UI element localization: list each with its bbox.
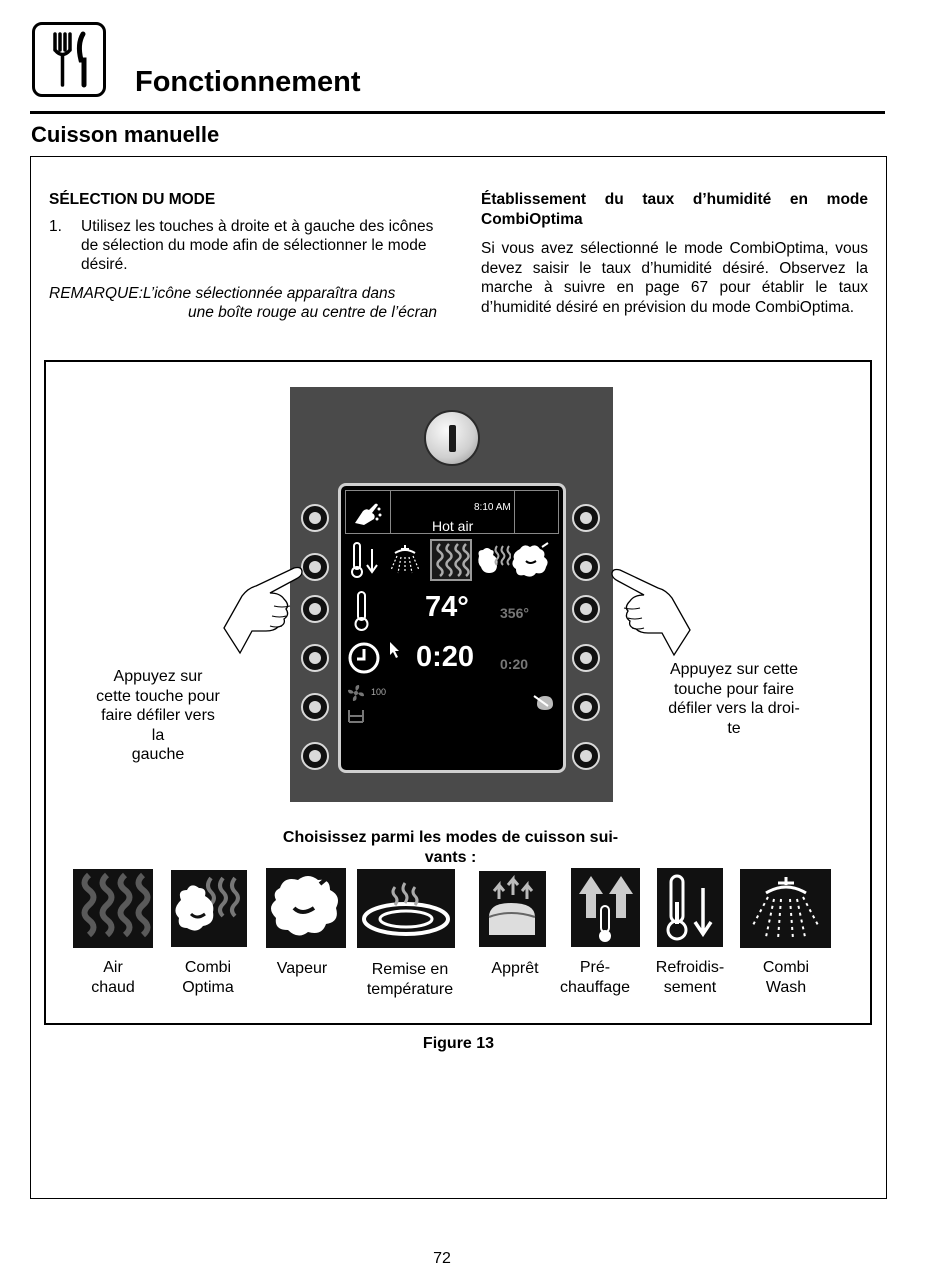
power-button[interactable] (424, 410, 480, 466)
control-panel (290, 387, 613, 802)
combi-wash-icon (740, 869, 831, 948)
actual-timer: 0:20 (416, 641, 475, 673)
mode-label-line: chaud (91, 979, 135, 996)
mode-label-line: Optima (182, 979, 234, 996)
selected-mode-box (430, 539, 472, 581)
hand-touch-icon (352, 497, 384, 527)
mode-label-line: Combi (762, 959, 810, 976)
thermometer-icon (353, 590, 371, 632)
hot-air-icon (73, 869, 153, 948)
callout-line: défiler vers la droi- (668, 700, 800, 717)
callout-line: la (151, 726, 165, 744)
right-pointing-hand-icon (592, 564, 692, 659)
modes-title (258, 828, 643, 867)
right-key-6[interactable] (572, 742, 600, 770)
note-line-1: L’icône sélectionnée apparaîtra dans (142, 285, 396, 302)
cursor-icon (389, 641, 401, 659)
humidity-heading: Établissement du taux d’humidité en mode CombiOptima (481, 191, 868, 228)
callout-line: cette touche pour (96, 687, 220, 705)
preheat-icon (571, 868, 640, 947)
combi-optima-icon (475, 542, 511, 578)
mode-label-line: Pré- (579, 959, 611, 976)
mode-label-preheat (551, 958, 639, 998)
actual-temperature: 74° (425, 591, 469, 623)
left-pointing-hand-icon (222, 562, 322, 657)
mode-label-line: Combi (184, 959, 232, 976)
note (49, 284, 437, 322)
callout-line: touche pour faire (673, 680, 795, 698)
figure-caption: Figure 13 (422, 1035, 495, 1052)
combi-optima-icon (171, 870, 247, 947)
mode-label-line: Refroidis- (655, 959, 725, 976)
right-key-5[interactable] (572, 693, 600, 721)
left-key-6[interactable] (301, 742, 329, 770)
header-rule (30, 111, 885, 114)
steam-icon (512, 541, 552, 579)
mode-label-line: chauffage (560, 979, 630, 996)
callout-line: te (727, 719, 741, 737)
modes-title-line: vants : (424, 848, 477, 866)
right-scroll-callout (658, 660, 810, 738)
callout-line: gauche (131, 746, 185, 763)
set-timer: 0:20 (500, 656, 529, 672)
mode-label-line: sement (663, 979, 717, 996)
screen-mode-name: Hot air (432, 518, 474, 534)
step-number: 1. (49, 218, 62, 235)
section-title: Cuisson manuelle (31, 122, 220, 147)
page-title: Fonctionnement (135, 66, 361, 98)
mode-label-combi-optima (163, 958, 253, 998)
proofing-icon (479, 871, 546, 947)
fan-icon (347, 684, 365, 702)
mode-label-steam (262, 959, 342, 979)
tray-icon (347, 708, 365, 724)
note-line-2: une boîte rouge au centre de l’écran (187, 304, 437, 321)
callout-line: Appuyez sur cette (669, 661, 799, 678)
page-number: 72 (433, 1250, 451, 1267)
humidity-body: Si vous avez sélectionné le mode CombiOptima, vous devez saisir le taux d’humidité désiré. Observez la marche à suivre en page 67 pour établir le taux d’humidité désiré en prévision du mode CombiOptima. (481, 240, 868, 316)
cool-down-icon (657, 868, 723, 947)
display-screen (338, 483, 566, 773)
callout-line: faire défiler vers (101, 707, 215, 724)
set-temperature: 356° (500, 605, 529, 621)
mode-selection-column (49, 190, 437, 322)
rethermalize-icon (357, 869, 455, 948)
humidity-value: 100 (371, 687, 387, 697)
mode-label-combi-wash (743, 958, 829, 998)
mode-label-proofing (478, 959, 552, 979)
callout-line: Appuyez sur (113, 668, 203, 685)
mode-label-line: température (366, 981, 454, 998)
modes-title-line: Choisissez parmi les modes de cuisson sui- (282, 829, 619, 846)
mode-label-cool-down (643, 958, 737, 998)
mode-label-line: Air (103, 959, 123, 976)
left-scroll-callout (85, 667, 231, 765)
mode-label-hot-air (73, 958, 153, 998)
right-key-1[interactable] (572, 504, 600, 532)
mode-selection-heading: SÉLECTION DU MODE (49, 191, 216, 208)
step-item (49, 217, 437, 274)
clock-icon (347, 641, 383, 677)
note-label: REMARQUE: (49, 285, 143, 302)
left-key-5[interactable] (301, 693, 329, 721)
mode-label-line: Vapeur (276, 960, 328, 977)
step-text: Utilisez les touches à droite et à gauche des icônes de sélection du mode afin de sélectionner le mode désiré. (81, 218, 434, 273)
mode-label-rethermalize (355, 960, 465, 1000)
screen-time: 8:10 AM (474, 502, 511, 513)
probe-icon (533, 692, 557, 714)
cool-down-icon (351, 541, 381, 579)
mode-label-line: Remise en (371, 961, 449, 978)
screen-status-bar (345, 490, 559, 534)
steam-icon (266, 868, 346, 948)
humidity-column (481, 190, 868, 317)
combi-wash-icon (387, 543, 423, 575)
mode-label-line: Wash (765, 979, 807, 996)
left-key-1[interactable] (301, 504, 329, 532)
fork-knife-icon (32, 22, 106, 97)
hot-air-icon (432, 541, 470, 579)
mode-label-line: Apprêt (491, 960, 539, 977)
